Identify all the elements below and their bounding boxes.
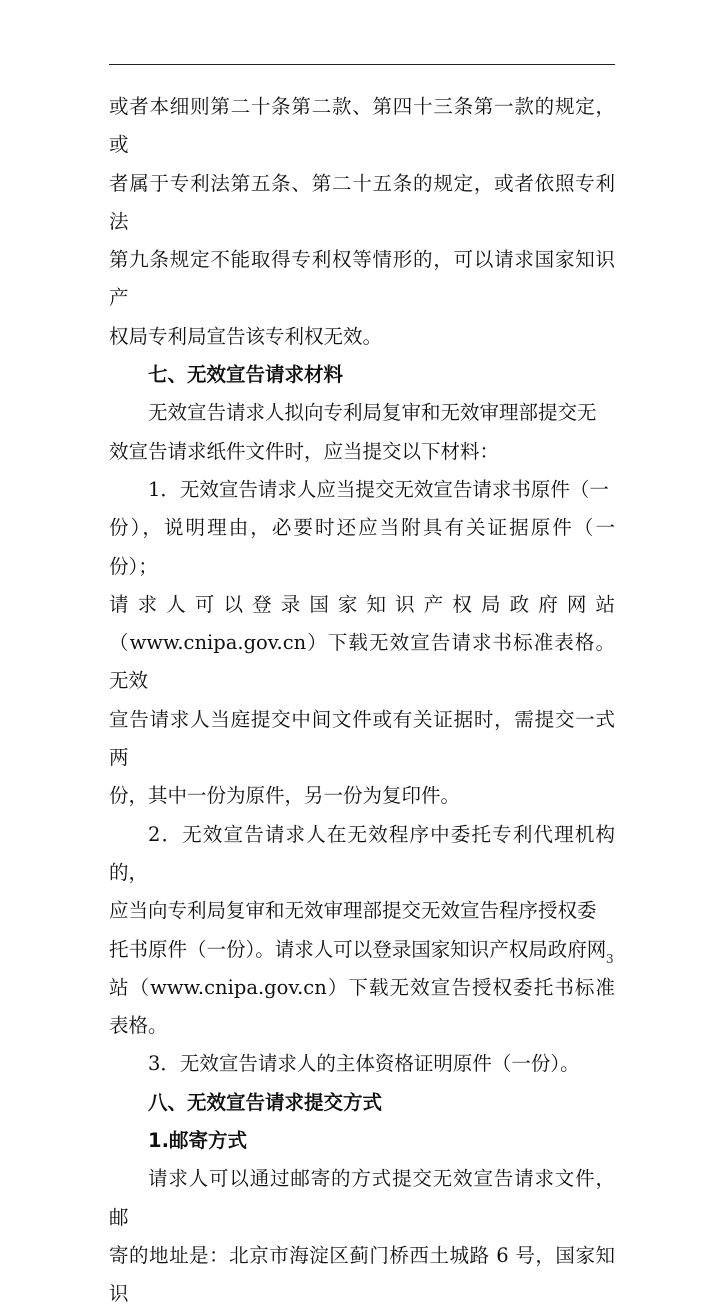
body-line: 或者本细则第二十条第二款、第四十三条第一款的规定，或 bbox=[109, 95, 615, 157]
subsection-heading: 1.邮寄方式 bbox=[148, 1129, 247, 1153]
body-line: 无效宣告请求人拟向专利局复审和无效审理部提交无 bbox=[148, 401, 597, 425]
section-heading-8: 八、无效宣告请求提交方式 bbox=[148, 1090, 383, 1114]
body-line: 效宣告请求纸件文件时，应当提交以下材料： bbox=[109, 439, 500, 463]
body-line: 托书原件（一份）。请求人可以登录国家知识产权局政府网 bbox=[109, 937, 607, 961]
list-item-1: 1．无效宣告请求人应当提交无效宣告请求书原件（一 bbox=[148, 477, 609, 501]
list-item-3: 3．无效宣告请求人的主体资格证明原件（一份）。 bbox=[148, 1052, 580, 1076]
body-line: 权局专利局宣告该专利权无效。 bbox=[109, 324, 383, 348]
body-line: 第九条规定不能取得专利权等情形的，可以请求国家知识产 bbox=[109, 248, 615, 310]
body-line: 站（www.cnipa.gov.cn）下载无效宣告授权委托书标准表格。 bbox=[109, 975, 615, 1038]
document-body bbox=[109, 88, 615, 1314]
body-line: 者属于专利法第五条、第二十五条的规定，或者依照专利法 bbox=[109, 171, 615, 233]
list-item-2: 2．无效宣告请求人在无效程序中委托专利代理机构的， bbox=[109, 822, 615, 884]
body-line: 份），说明理由，必要时还应当附具有关证据原件（一份）； bbox=[109, 516, 615, 578]
body-line: 应当向专利局复审和无效审理部提交无效宣告程序授权委 bbox=[109, 899, 597, 923]
body-line: 寄的地址是：北京市海淀区蓟门桥西土城路 6 号，国家知识 bbox=[109, 1243, 615, 1306]
body-line: （www.cnipa.gov.cn）下载无效宣告请求书标准表格。无效 bbox=[109, 631, 615, 693]
body-line: 宣告请求人当庭提交中间文件或有关证据时，需提交一式两 bbox=[109, 707, 615, 770]
body-line: 请求人可以通过邮寄的方式提交无效宣告请求文件，邮 bbox=[109, 1167, 615, 1229]
page-number: 3 bbox=[606, 952, 614, 966]
body-line: 份，其中一份为原件，另一份为复印件。 bbox=[109, 784, 461, 808]
body-line: 请求人可以登录国家知识产权局政府网站 bbox=[109, 592, 615, 616]
header-rule bbox=[109, 64, 615, 65]
section-heading-7: 七、无效宣告请求材料 bbox=[148, 363, 344, 387]
